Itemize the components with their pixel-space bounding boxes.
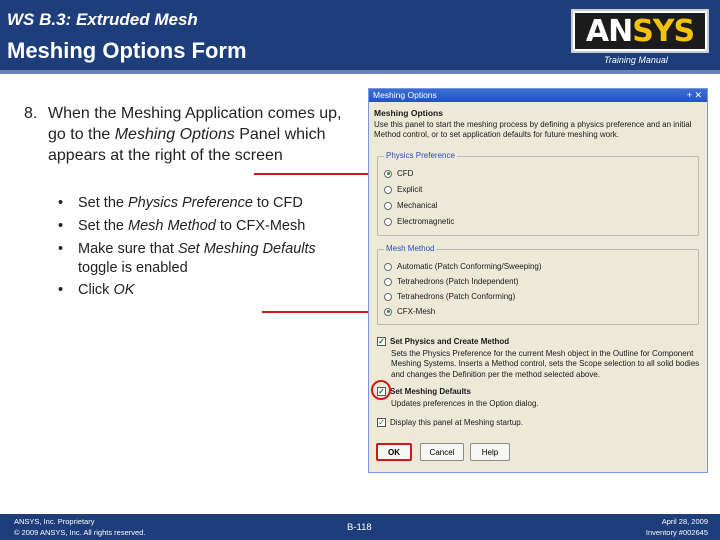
footer-date: April 28, 2009 [661,517,708,526]
footer-inventory: Inventory #002645 [645,528,708,537]
physics-preference-group [377,151,699,236]
radio-button-icon[interactable] [384,202,392,210]
panel-heading: Meshing Options [374,108,443,118]
radio-tet-patch-conforming[interactable]: Tetrahedrons (Patch Conforming) [384,292,515,301]
step-instruction [24,104,342,166]
checkbox-icon[interactable]: ✓ [378,418,385,427]
checkbox-icon[interactable]: ✓ [378,337,385,346]
radio-button-icon[interactable] [384,218,392,226]
radio-button-icon[interactable] [384,293,392,301]
mesh-method-group [377,244,699,325]
step-text [24,104,342,166]
meshing-options-panel [368,88,708,473]
physics-preference-label: Physics Preference [386,151,455,160]
radio-explicit[interactable]: Explicit [384,185,422,194]
step-text-part-2: Panel which appears at the right of the screen [48,125,326,164]
help-button[interactable]: Help [470,443,510,461]
radio-tet-patch-independent[interactable]: Tetrahedrons (Patch Independent) [384,277,518,286]
ansys-logo-part-b: SYS [632,13,695,49]
radio-button-icon[interactable] [384,170,392,178]
panel-description: Use this panel to start the meshing process by defining a physics preference and an initial Method control, or to set application defaults for future meshing work. [374,120,692,140]
footer-bar [0,514,720,540]
set-physics-note: Sets the Physics Preference for the current Mesh object in the Outline for Component Meshing Systems. Inserts a Method control, sets the Scope selection to all solid bodies and changes the Definition per the method selected above. [391,349,700,379]
set-meshing-defaults-checkbox[interactable]: ✓ Set Meshing Defaults [378,387,471,396]
panel-titlebar-text: Meshing Options [373,90,437,100]
ansys-logo-part-a: AN [585,13,633,49]
radio-mechanical[interactable]: Mechanical [384,201,437,210]
page-number: B-118 [347,522,372,533]
radio-automatic[interactable]: Automatic (Patch Conforming/Sweeping) [384,262,542,271]
slide-title: Meshing Options Form [7,38,247,63]
radio-electromagnetic[interactable]: Electromagnetic [384,217,454,226]
arrow-to-cfx-mesh [262,311,372,313]
radio-button-icon[interactable] [384,263,392,271]
ansys-logo-text [575,13,705,49]
bullet-list [58,194,343,304]
checkbox-icon[interactable]: ✓ [378,387,385,396]
mesh-method-label: Mesh Method [386,244,435,253]
radio-button-icon[interactable] [384,186,392,194]
radio-button-icon[interactable] [384,278,392,286]
ok-button[interactable]: OK [376,443,412,461]
bullet-item: • Set the Physics Preference to CFD [58,194,343,213]
step-text-italic: Meshing Options [114,125,235,143]
footer-proprietary: ANSYS, Inc. Proprietary [14,517,95,526]
training-manual-label: Training Manual [604,55,668,65]
radio-cfx-mesh[interactable]: CFX-Mesh [384,307,435,316]
footer-copyright: © 2009 ANSYS, Inc. All rights reserved. [14,528,146,537]
workshop-title: WS B.3: Extruded Mesh [7,10,198,29]
bullet-item: • Click OK [58,281,343,300]
arrow-to-cfd [254,173,372,175]
ansys-logo [571,9,709,53]
radio-cfd[interactable]: CFD [384,169,413,178]
set-defaults-note: Updates preferences in the Option dialog. [391,399,539,408]
panel-titlebar [369,89,707,102]
step-text-part-1: When the Meshing Application comes up, go to the [48,105,342,143]
step-number: 8. [24,105,38,122]
panel-titlebar-controls[interactable]: + ✕ [686,90,702,100]
highlight-circle [371,380,391,400]
radio-button-icon[interactable] [384,308,392,316]
bullet-item: • Set the Mesh Method to CFX-Mesh [58,217,343,236]
set-physics-checkbox[interactable]: ✓ Set Physics and Create Method [378,337,510,346]
cancel-button[interactable]: Cancel [420,443,464,461]
display-at-startup-checkbox[interactable]: ✓ Display this panel at Meshing startup. [378,418,523,427]
bullet-item: • Make sure that Set Meshing Defaults toggle is enabled [58,240,343,278]
header-underline [0,70,720,74]
